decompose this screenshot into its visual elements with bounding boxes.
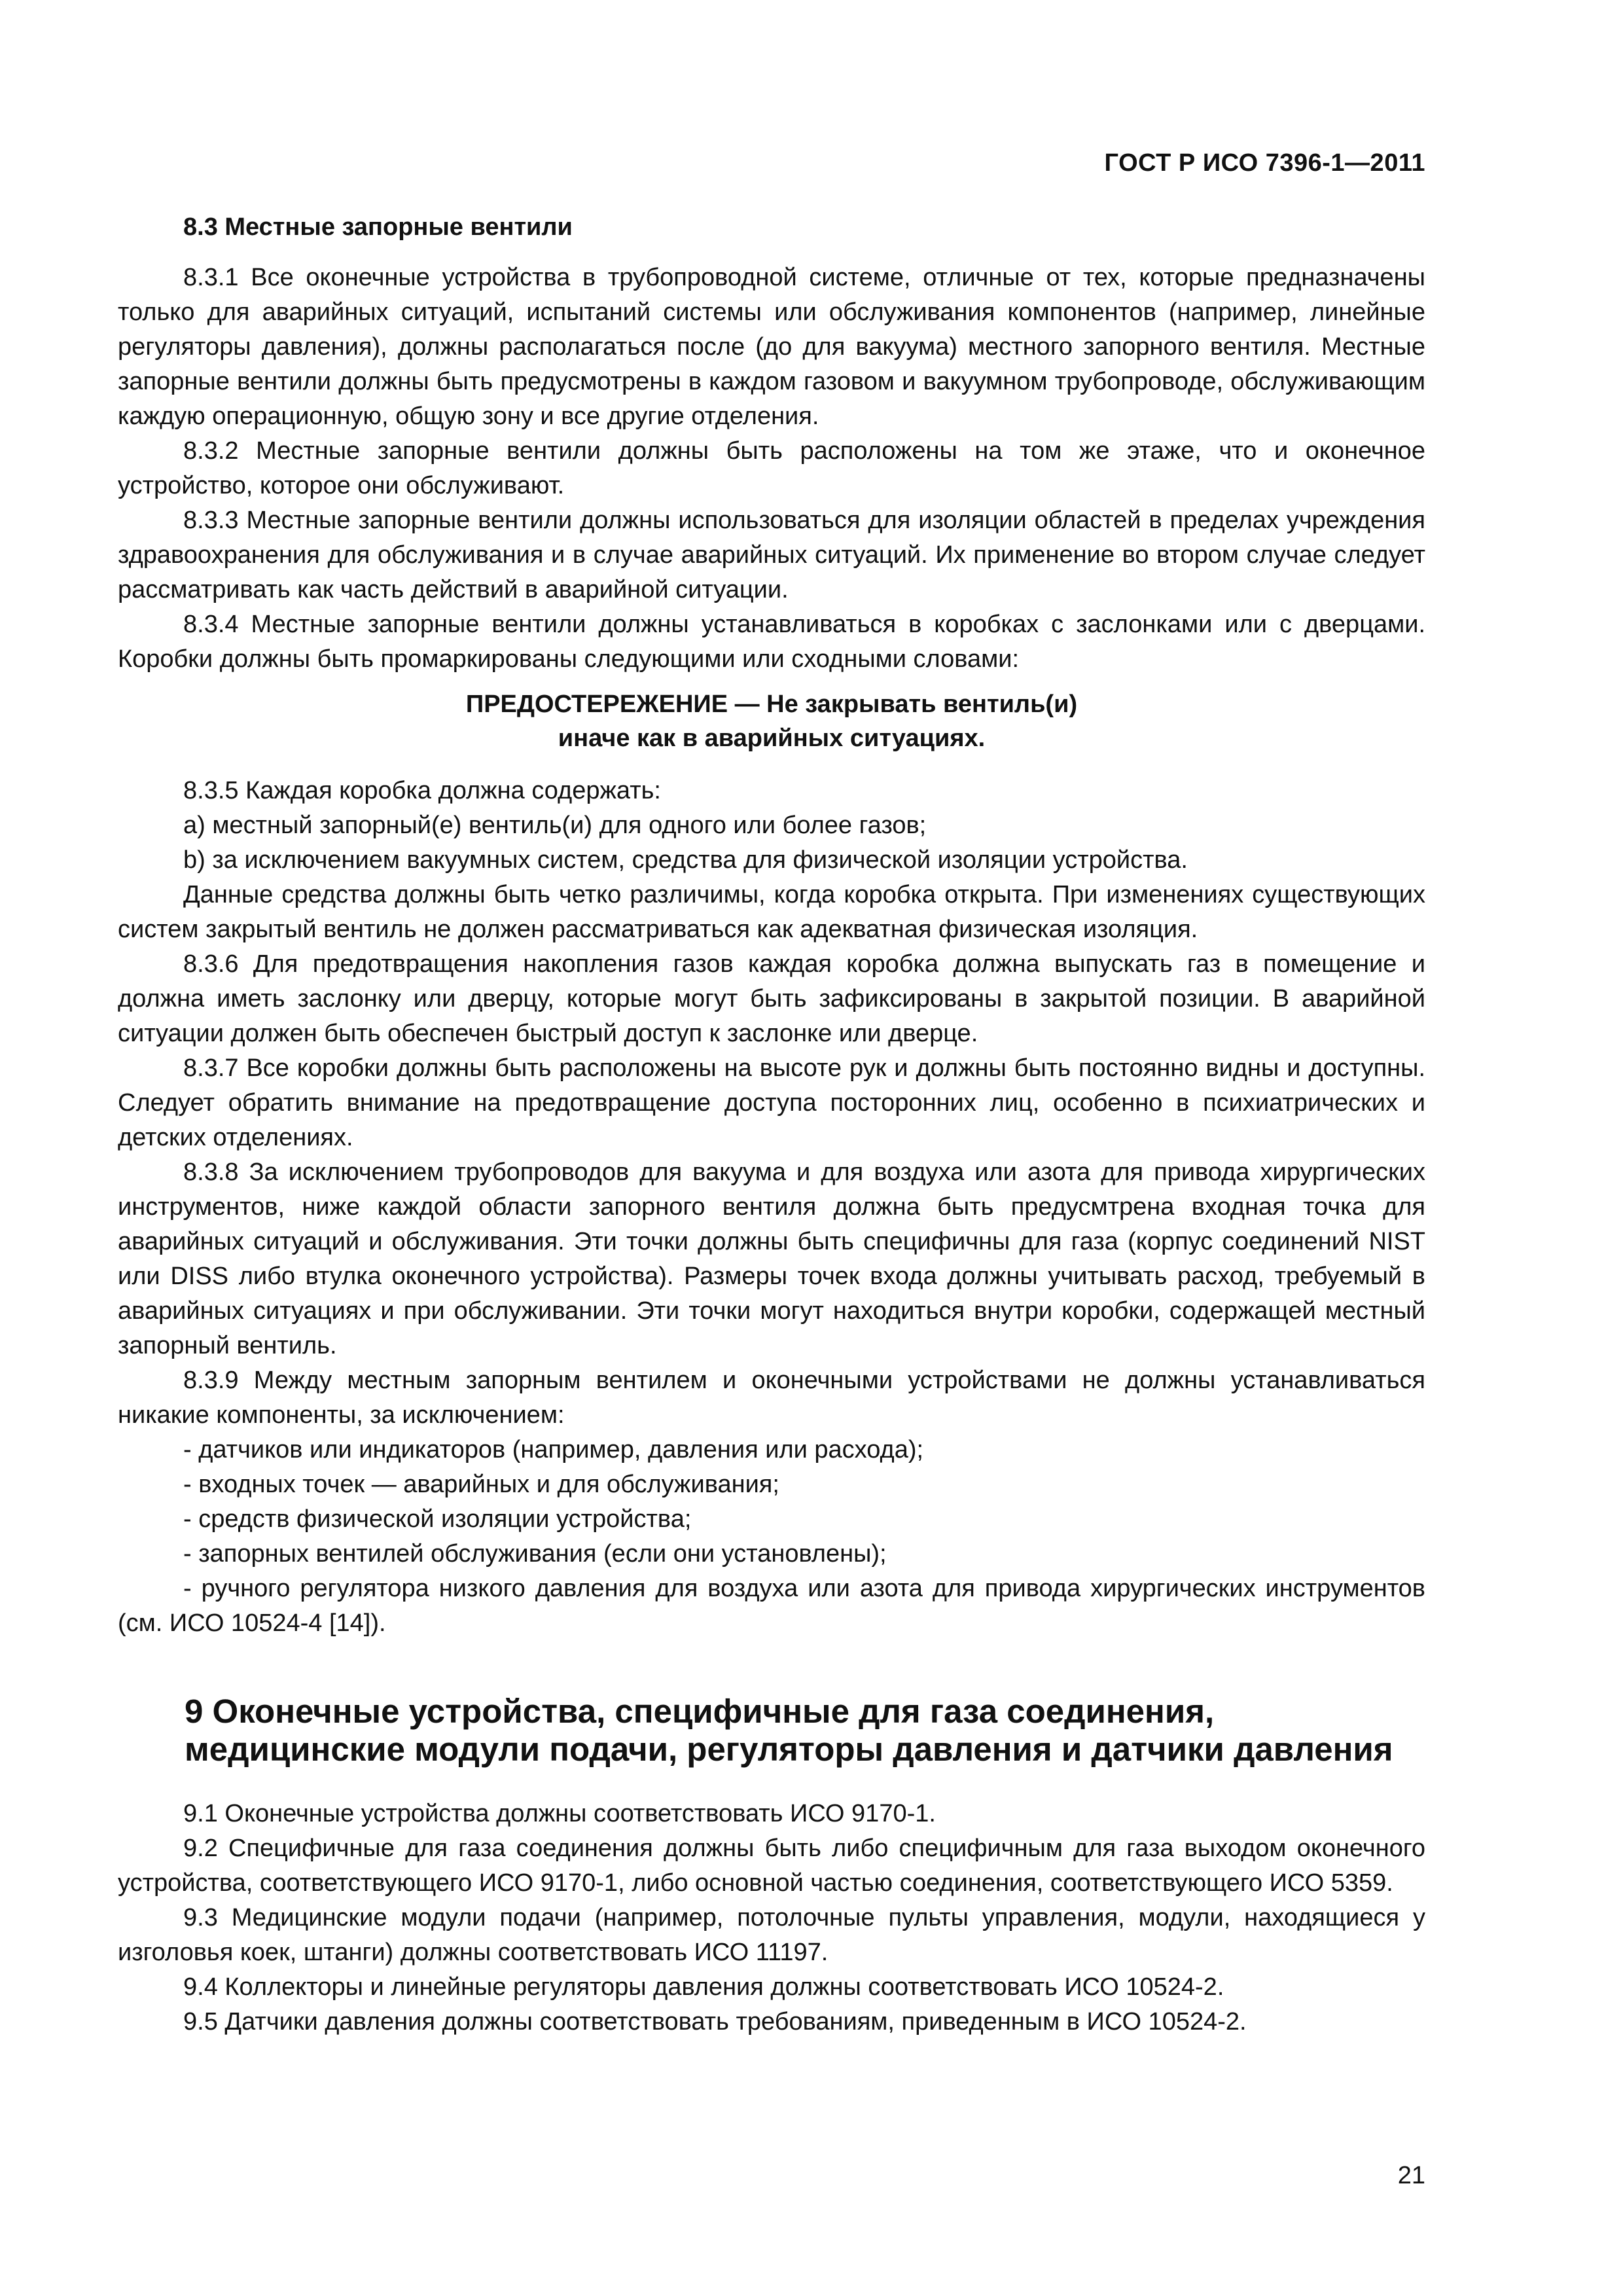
section-8-3-body-a — [118, 260, 1425, 677]
paragraph-9-3: 9.3 Медицинские модули подачи (например, потолочные пульты управления, модули, находящиеся у изголовья коек, штанги) должны соответствовать ИСО 11197. — [118, 1904, 1425, 1966]
paragraph-means-note: Данные средства должны быть четко различимы, когда коробка открыта. При изменениях существующих систем закрытый вентиль не должен рассматриваться как адекватная физическая изоляция. — [118, 881, 1425, 943]
section-heading-9: 9 Оконечные устройства, специфичные для газа соединения, медицинские модули подачи, регуляторы давления и датчики давления — [185, 1693, 1393, 1768]
dash-list-item: - входных точек — аварийных и для обслуживания; — [183, 1471, 779, 1498]
paragraph-8-3-2: 8.3.2 Местные запорные вентили должны быть расположены на том же этаже, что и оконечное устройство, которое они обслуживают. — [118, 437, 1425, 499]
page-number: 21 — [1397, 2162, 1425, 2189]
paragraph-8-3-8: 8.3.8 За исключением трубопроводов для вакуума и для воздуха или азота для привода хирургических инструментов, ниже каждой области запорного вентиля должна быть предусмтрена входная точка для аварийных ситуаций и обслуживания. Эти точки должны быть специфичны для газа (корпус соединений NIST или DISS либо втулка оконечного устройства). Размеры точек входа должны учитывать расход, требуемый в аварийных ситуациях и при обслуживании. Эти точки могут находиться внутри коробки, содержащей местный запорный вентиль. — [118, 1158, 1425, 1359]
paragraph-8-3-3: 8.3.3 Местные запорные вентили должны использоваться для изоляции областей в пределах учреждения здравоохранения для обслуживания и в случае аварийных ситуаций. Их применение во втором случае следует рассматривать как часть действий в аварийной ситуации. — [118, 507, 1425, 603]
paragraph-8-3-9: 8.3.9 Между местным запорным вентилем и оконечными устройствами не должны устанавливаться никакие компоненты, за исключением: — [118, 1367, 1425, 1429]
dash-list-item: - ручного регулятора низкого давления для воздуха или азота для привода хирургических инструментов (см. ИСО 10524-4 [14]). — [118, 1575, 1425, 1637]
paragraph-8-3-6: 8.3.6 Для предотвращения накопления газов каждая коробка должна выпускать газ в помещение и должна иметь заслонку или дверцу, которые могут быть зафиксированы в закрытой позиции. В аварийной ситуации должен быть обеспечен быстрый доступ к заслонке или дверце. — [118, 950, 1425, 1047]
paragraph-8-3-7: 8.3.7 Все коробки должны быть расположены на высоте рук и должны быть постоянно видны и доступны. Следует обратить внимание на предотвращение доступа посторонних лиц, особенно в психиатрических и детских отделениях. — [118, 1054, 1425, 1151]
paragraph-9-2: 9.2 Специфичные для газа соединения должны быть либо специфичным для газа выходом оконечного устройства, соответствующего ИСО 9170-1, либо основной частью соединения, соответствующего ИСО 5359. — [118, 1835, 1425, 1897]
document-id: ГОСТ Р ИСО 7396-1—2011 — [1104, 149, 1425, 177]
paragraph-9-5: 9.5 Датчики давления должны соответствовать требованиям, приведенным в ИСО 10524-2. — [183, 2008, 1247, 2036]
dash-list-item: - запорных вентилей обслуживания (если они установлены); — [183, 1540, 887, 1568]
section-heading-8-3: 8.3 Местные запорные вентили — [183, 213, 573, 241]
paragraph-8-3-5: 8.3.5 Каждая коробка должна содержать: — [183, 777, 661, 804]
paragraph-9-4: 9.4 Коллекторы и линейные регуляторы давления должны соответствовать ИСО 10524-2. — [183, 1973, 1224, 2001]
warning-line-2: иначе как в аварийных ситуациях. — [558, 725, 986, 752]
section-8-3-body-b — [118, 774, 1425, 1641]
section-9-body — [118, 1797, 1425, 2039]
paragraph-8-3-1: 8.3.1 Все оконечные устройства в трубопроводной системе, отличные от тех, которые предназначены только для аварийных ситуаций, испытаний системы или обслуживания компонентов (например, линейные регуляторы давления), должны располагаться после (до для вакуума) местного запорного вентиля. Местные запорные вентили должны быть предусмотрены в каждом газовом и вакуумном трубопроводе, обслуживающим каждую операционную, общую зону и все другие отделения. — [118, 264, 1425, 430]
list-item-a: a) местный запорный(е) вентиль(и) для одного или более газов; — [183, 812, 927, 839]
paragraph-8-3-4: 8.3.4 Местные запорные вентили должны устанавливаться в коробках с заслонками или с дверцами. Коробки должны быть промаркированы следующими или сходными словами: — [118, 611, 1425, 673]
list-item-b: b) за исключением вакуумных систем, средства для физической изоляции устройства. — [183, 846, 1188, 874]
warning-notice — [118, 687, 1425, 755]
warning-line-1: ПРЕДОСТЕРЕЖЕНИЕ — Не закрывать вентиль(и) — [465, 691, 1078, 718]
dash-list-item: - средств физической изоляции устройства; — [183, 1505, 692, 1533]
dash-list-item: - датчиков или индикаторов (например, давления или расхода); — [183, 1436, 924, 1463]
paragraph-9-1: 9.1 Оконечные устройства должны соответствовать ИСО 9170-1. — [183, 1800, 936, 1827]
